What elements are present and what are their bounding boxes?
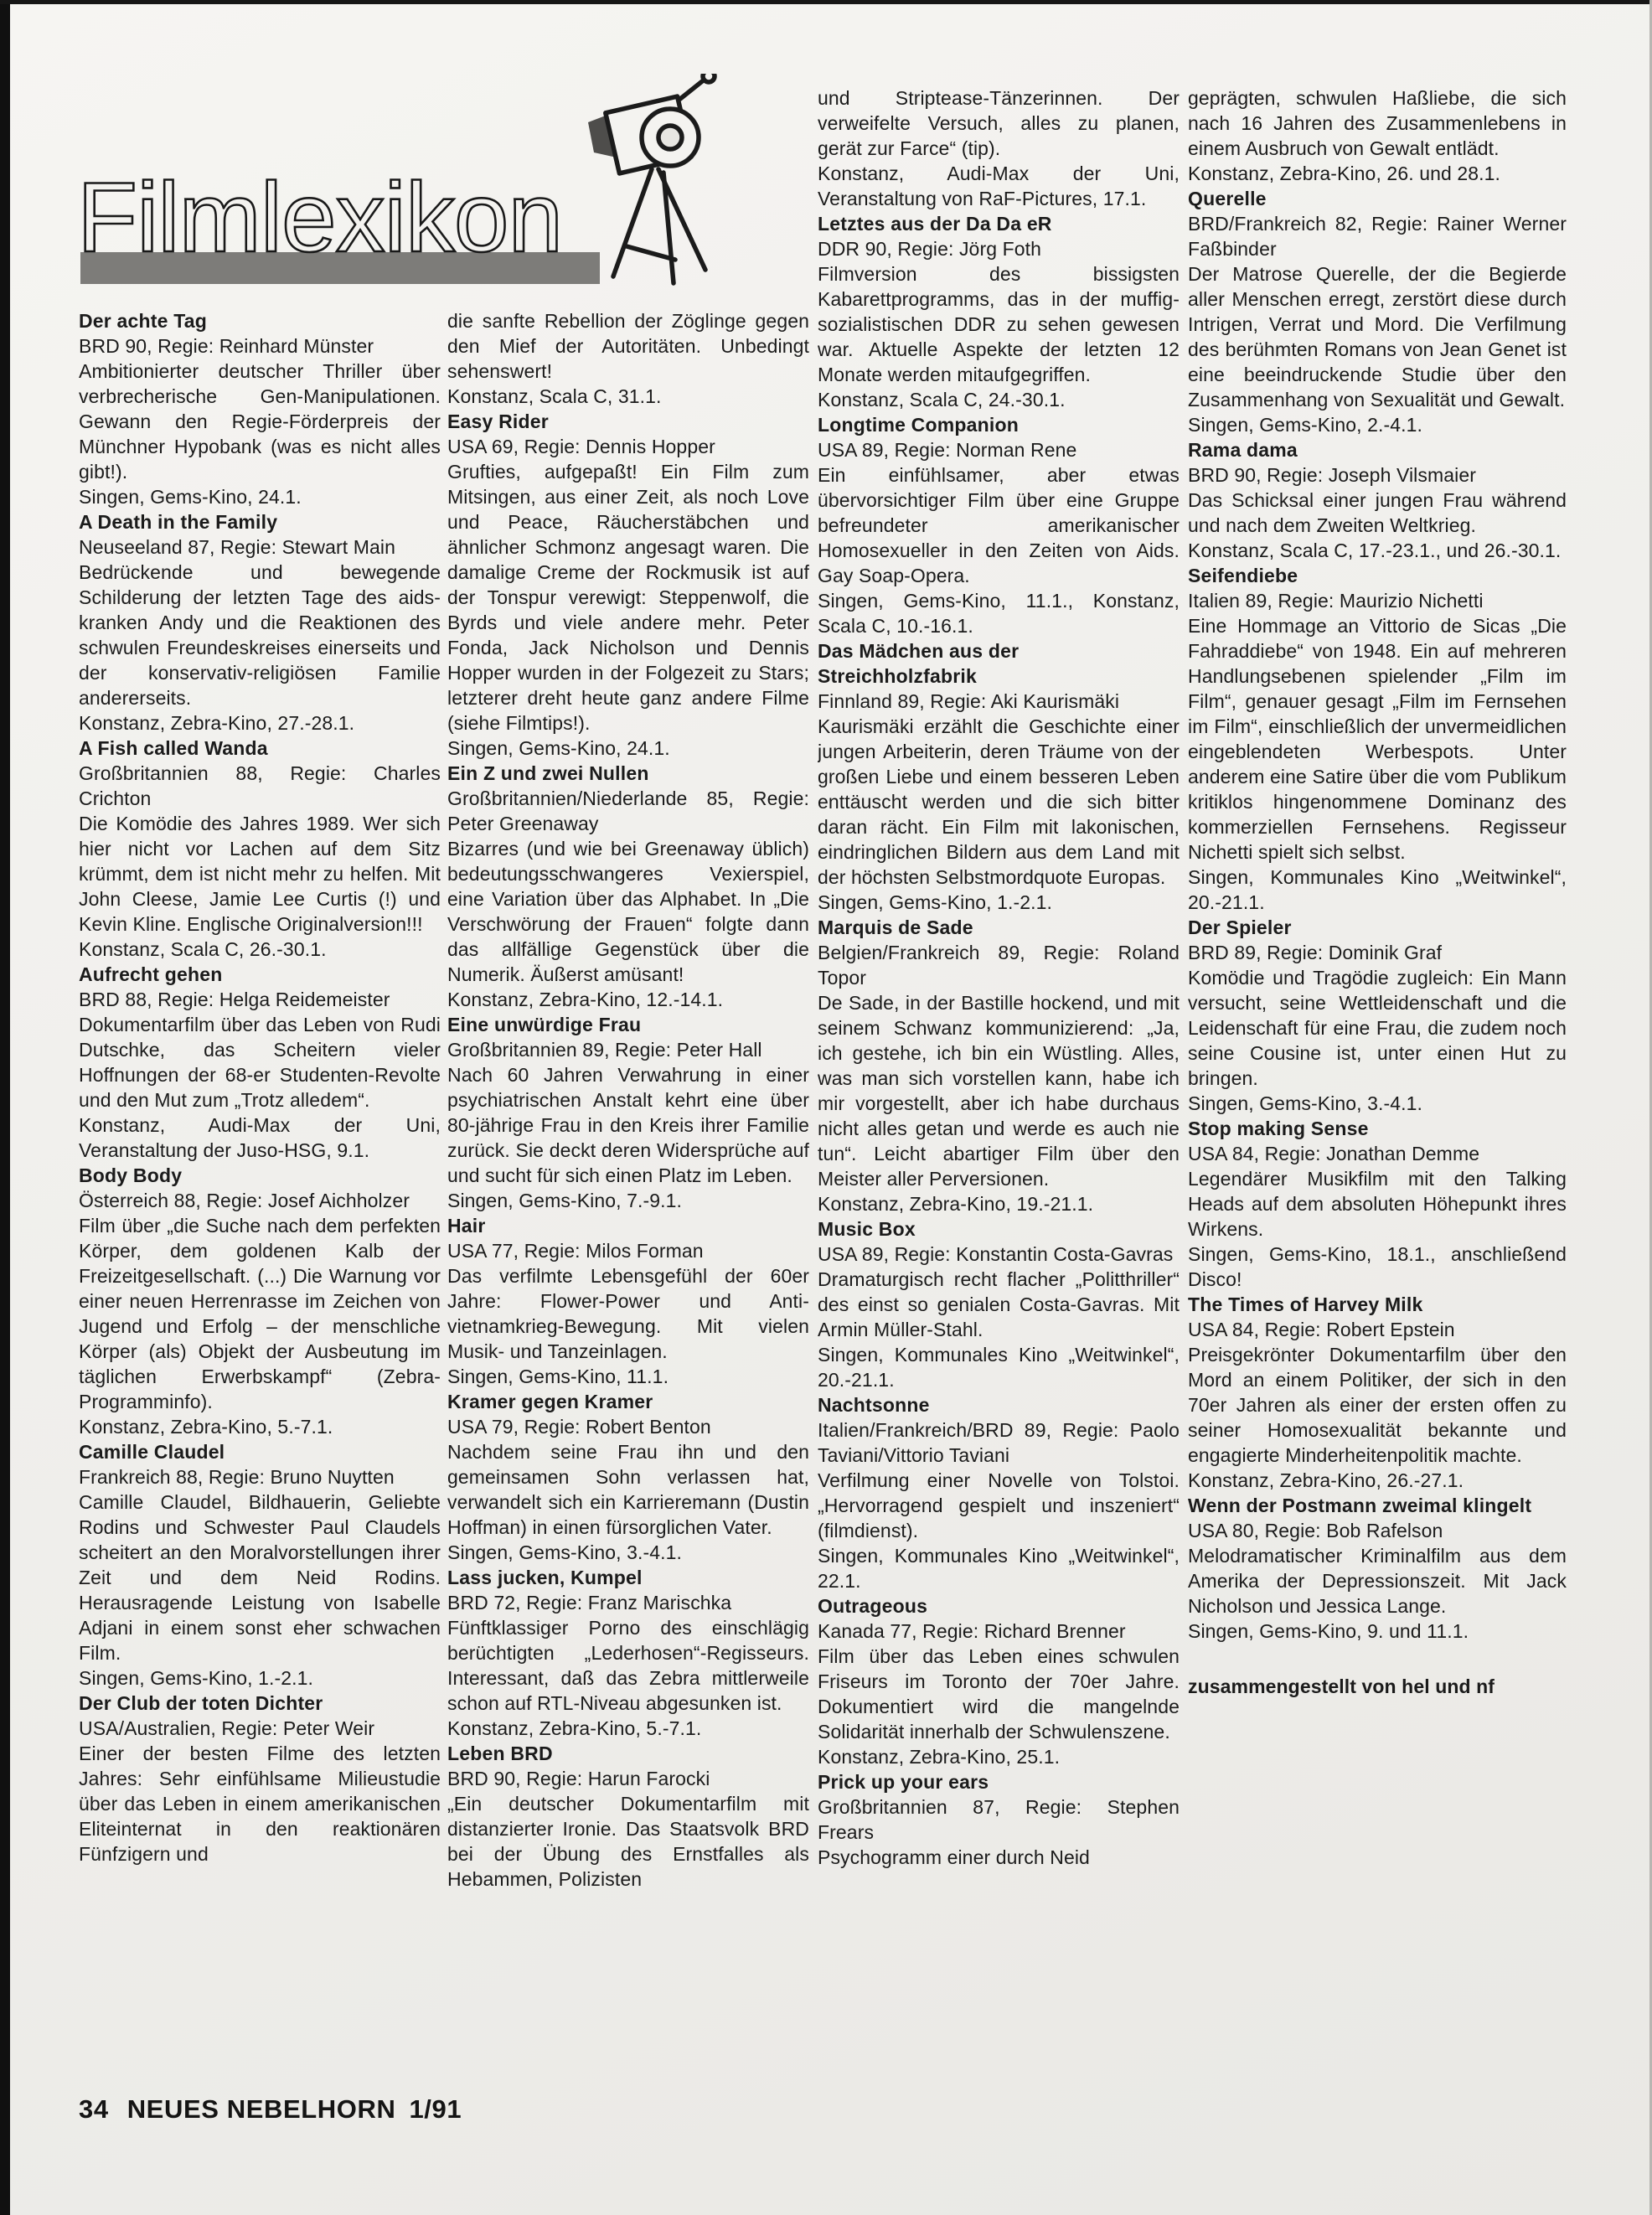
film-entry [1188, 1292, 1567, 1493]
film-entry [1188, 1116, 1567, 1292]
film-entry [818, 211, 1180, 412]
entry-text: Konstanz, Scala C, 24.-30.1. [818, 389, 1066, 410]
film-entry [79, 962, 441, 1163]
filmlexikon-logo [70, 74, 732, 308]
entry-text: Konstanz, Zebra-Kino, 25.1. [818, 1746, 1061, 1768]
entry-text: Komödie und Tragödie zugleich: Ein Mann versucht, seine Wettleidenschaft und die Leidenschaft für eine Frau, die zudem noch seine Cousine ist, unter einen Hut zu bringen. [1188, 967, 1567, 1089]
entry-text: Dokumentarfilm über das Leben von Rudi Dutschke, das Scheitern vieler Hoffnungen der 68-er Studenten-Revolte und den Mut zum „Trotz alledem“. [79, 1014, 441, 1111]
film-title: Easy Rider [447, 410, 549, 432]
film-title: Seifendiebe [1188, 565, 1298, 586]
entry-text: Singen, Gems-Kino, 11.1., Konstanz, Scala C, 10.-16.1. [818, 590, 1180, 637]
film-title: Kramer gegen Kramer [447, 1391, 653, 1412]
entry-text: BRD 90, Regie: Harun Farocki [447, 1768, 710, 1789]
film-entry [818, 1593, 1180, 1769]
entry-text: Singen, Kommunales Kino „Weitwinkel“, 22.1. [818, 1545, 1180, 1592]
film-entry-continuation [1188, 1674, 1567, 1699]
entry-text: und Striptease-Tänzerinnen. Der verweifelte Versuch, alles zu planen, gerät zur Farce“ (tip). [818, 87, 1180, 159]
film-entry [1188, 915, 1567, 1116]
entry-text: Der Matrose Querelle, der die Begierde aller Menschen erregt, zerstört diese durch Intrigen, Verrat und Mord. Die Verfilmung des berühmten Romans von Jean Genet ist eine beeindruckende Studie über den Zusammenhang von Sexualität und Gewalt. [1188, 263, 1567, 410]
entry-text: Konstanz, Zebra-Kino, 27.-28.1. [79, 712, 355, 734]
film-entry [447, 761, 809, 1012]
entry-text: Singen, Gems-Kino, 18.1., anschließend Disco! [1188, 1243, 1567, 1290]
entry-text: BRD/Frankreich 82, Regie: Rainer Werner Faßbinder [1188, 213, 1567, 260]
entry-text: USA 84, Regie: Robert Epstein [1188, 1319, 1455, 1340]
entry-text: Finnland 89, Regie: Aki Kaurismäki [818, 690, 1120, 712]
logo-text: Filmlexikon [77, 163, 563, 273]
film-entry [79, 1439, 441, 1691]
film-title: Eine unwürdige Frau [447, 1014, 642, 1035]
column-2 [447, 308, 809, 2068]
entry-text: Ein einfühlsamer, aber etwas übervorsichtiger Film über eine Gruppe befreundeter amerikanischer Homosexueller in den Zeiten von Aids. Gay Soap-Opera. [818, 464, 1180, 586]
film-title: A Fish called Wanda [79, 737, 268, 759]
entry-text: BRD 72, Regie: Franz Marischka [447, 1592, 732, 1613]
film-entry [447, 1741, 809, 1892]
entry-text: Verfilmung einer Novelle von Tolstoi. „Hervorragend gespielt und inszeniert“ (filmdienst). [818, 1469, 1180, 1541]
entry-text: Einer der besten Filme des letzten Jahres: Sehr einfühlsame Milieustudie über das Leben in einem amerikanischen Eliteinternat in den reaktionären Fünfzigern und [79, 1743, 441, 1865]
film-title: Aufrecht gehen [79, 963, 223, 985]
film-title: Ein Z und zwei Nullen [447, 762, 649, 784]
entry-text: BRD 88, Regie: Helga Reidemeister [79, 989, 390, 1010]
entry-text: Singen, Kommunales Kino „Weitwinkel“, 20.-21.1. [1188, 866, 1567, 913]
film-entry [447, 1565, 809, 1741]
entry-text: Ambitionierter deutscher Thriller über verbrecherische Gen-Manipulationen. Gewann den Regie-Förderpreis der Münchner Hypobank (was es nicht alles gibt!). [79, 360, 441, 483]
film-entry [1188, 1493, 1567, 1644]
film-title: Leben BRD [447, 1743, 553, 1764]
entry-text: Grufties, aufgepaßt! Ein Film zum Mitsingen, aus einer Zeit, als noch Love und Peace, Räucherstäbchen und ähnlicher Schmonz angesagt waren. Die damalige Creme der Rockmusik ist auf der Tonspur verewigt: Steppenwolf, die Byrds und viele andere mehr. Peter Fonda, Jack Nicholson und Dennis Hopper wurden in der Folgezeit zu Stars; letzterer dreht heute ganz andere Filme (siehe Filmtips!). [447, 461, 809, 734]
film-title: Outrageous [818, 1595, 928, 1617]
entry-text: Konstanz, Zebra-Kino, 5.-7.1. [447, 1717, 702, 1739]
entry-text: zusammengestellt von hel und nf [1188, 1675, 1495, 1697]
column-1 [79, 308, 441, 2068]
film-entry [818, 1769, 1180, 1870]
entry-text: Dramaturgisch recht flacher „Politthriller“ des einst so genialen Costa-Gavras. Mit Armin Müller-Stahl. [818, 1268, 1180, 1340]
entry-text: Italien 89, Regie: Maurizio Nichetti [1188, 590, 1484, 612]
entry-text: Großbritannien/Niederlande 85, Regie: Peter Greenaway [447, 787, 809, 834]
film-entry [818, 638, 1180, 915]
entry-text: USA/Australien, Regie: Peter Weir [79, 1717, 375, 1739]
film-entry [447, 1213, 809, 1389]
entry-text: Melodramatischer Kriminalfilm aus dem Amerika der Depressionszeit. Mit Jack Nicholson und Jessica Lange. [1188, 1545, 1567, 1617]
entry-text: BRD 89, Regie: Dominik Graf [1188, 942, 1443, 963]
entry-text: Großbritannien 87, Regie: Stephen Frears [818, 1796, 1180, 1843]
entry-text: Camille Claudel, Bildhauerin, Geliebte Rodins und Schwester Paul Claudels scheitert an den Moralvorstellungen ihrer Zeit und dem Neid Rodins. Herausragende Leistung von Isabelle Adjani in einem sonst eher schwachen Film. [79, 1491, 441, 1664]
entry-text: Film über „die Suche nach dem perfekten Körper, dem goldenen Kalb der Freizeitgesellschaft. (...) Die Warnung vor einer neuen Herrenrasse im Zeichen von Jugend und Erfolg – der menschliche Körper (als) Objekt der Ausbeutung im täglichen Erwerbskampf“ (Zebra-Programminfo). [79, 1215, 441, 1412]
film-entry [818, 1216, 1180, 1392]
film-entry [818, 412, 1180, 638]
entry-text: USA 89, Regie: Norman Rene [818, 439, 1077, 461]
film-entry [818, 915, 1180, 1216]
entry-text: Singen, Gems-Kino, 9. und 11.1. [1188, 1620, 1469, 1642]
entry-text: Konstanz, Zebra-Kino, 12.-14.1. [447, 989, 724, 1010]
film-entry [1188, 563, 1567, 915]
entry-text: Konstanz, Audi-Max der Uni, Veranstaltung der Juso-HSG, 9.1. [79, 1114, 441, 1161]
film-title: Der achte Tag [79, 310, 207, 332]
entry-text: Film über das Leben eines schwulen Friseurs im Toronto der 70er Jahre. Dokumentiert wird die mangelnde Solidarität innerhalb der Schwulenszene. [818, 1645, 1180, 1743]
entry-text: Nach 60 Jahren Verwahrung in einer psychiatrischen Anstalt kehrt eine über 80-jährige Frau in den Kreis ihrer Familie zurück. Sie deckt deren Widersprüche auf und sucht für sich einen Platz im Leben. [447, 1064, 809, 1186]
film-title: A Death in the Family [79, 511, 278, 533]
film-title: Longtime Companion [818, 414, 1019, 436]
entry-text: Bizarres (und wie bei Greenaway üblich) bedeutungsschwangeres Vexierspiel, eine Variation über das Alphabet. In „Die Verschwörung der Frauen“ folgte dann das allfällige Gegenstück über die Numerik. Äußerst amüsant! [447, 838, 809, 985]
entry-text: Singen, Gems-Kino, 3.-4.1. [447, 1541, 683, 1563]
film-entry [79, 1163, 441, 1439]
entry-text: Fünftklassiger Porno des einschlägig berüchtigten „Lederhosen“-Regisseurs. Interessant, daß das Zebra mittlerweile schon auf RTL-Niveau abgesunken ist. [447, 1617, 809, 1714]
entry-text: Neuseeland 87, Regie: Stewart Main [79, 536, 396, 558]
film-entry [447, 1012, 809, 1213]
entry-text: Preisgekrönter Dokumentarfilm über den Mord an einem Politiker, der sich in den 70er Jahren als einer der ersten offen zu seiner Homosexualität bekannte und engagierte Minderheitenpolitik machte. [1188, 1344, 1567, 1466]
entry-text: Singen, Gems-Kino, 1.-2.1. [818, 891, 1053, 913]
entry-text: Großbritannien 88, Regie: Charles Crichton [79, 762, 441, 809]
film-title: Rama dama [1188, 439, 1298, 461]
film-entry [79, 308, 441, 509]
entry-text: Konstanz, Scala C, 31.1. [447, 385, 662, 407]
entry-text: Konstanz, Zebra-Kino, 19.-21.1. [818, 1193, 1094, 1215]
film-title: Prick up your ears [818, 1771, 989, 1793]
page-footer [79, 2094, 462, 2125]
film-entry [1188, 186, 1567, 437]
film-title: Der Club der toten Dichter [79, 1692, 323, 1714]
film-entry [1188, 437, 1567, 563]
entry-text: Bedrückende und bewegende Schilderung der letzten Tage des aids-kranken Andy und die Reaktionen des schwulen Freundeskreises einerseits und der konservativ-religiösen Familie andererseits. [79, 561, 441, 709]
film-entry-continuation [447, 308, 809, 409]
entry-text: Konstanz, Audi-Max der Uni, Veranstaltung von RaF-Pictures, 17.1. [818, 163, 1180, 209]
entry-text: Großbritannien 89, Regie: Peter Hall [447, 1039, 762, 1061]
film-title: Hair [447, 1215, 486, 1237]
entry-text: BRD 90, Regie: Joseph Vilsmaier [1188, 464, 1477, 486]
entry-text: Die Komödie des Jahres 1989. Wer sich hier nicht vor Lachen auf dem Sitz krümmt, dem ist nicht mehr zu helfen. Mit John Cleese, Jamie Lee Curtis (!) und Kevin Kline. Englische Originalversion!!! [79, 813, 441, 935]
film-title: Camille Claudel [79, 1441, 225, 1463]
film-title: The Times of Harvey Milk [1188, 1293, 1423, 1315]
film-title: Body Body [79, 1164, 183, 1186]
entry-text: Singen, Gems-Kino, 7.-9.1. [447, 1190, 683, 1211]
film-entry [79, 1691, 441, 1866]
entry-text: Nachdem seine Frau ihn und den gemeinsamen Sohn verlassen hat, verwandelt sich ein Karrieremann (Dustin Hoffman) in einen fürsorglichen Vater. [447, 1441, 809, 1538]
page-number: 34 [79, 2094, 109, 2124]
film-title: Stop making Sense [1188, 1118, 1369, 1139]
entry-text: Konstanz, Scala C, 26.-30.1. [79, 938, 327, 960]
entry-text: Eine Hommage an Vittorio de Sicas „Die Fahraddiebe“ von 1948. Ein auf mehreren Handlungsebenen spielender „Film im Film“, genauer gesagt „Film im Fernsehen im Film“, einschließlich der unvermeidlichen eingeblendeten Werbespots. Unter anderem eine Satire über die vom Publikum kritiklos hingenommene Dominanz des kommerziellen Fernsehens. Regisseur Nichetti spielt sich selbst. [1188, 615, 1567, 863]
issue-number: 1/91 [409, 2094, 462, 2124]
entry-text: Singen, Gems-Kino, 1.-2.1. [79, 1667, 314, 1689]
scan-edge-top [0, 0, 1652, 4]
entry-text: USA 89, Regie: Konstantin Costa-Gavras [818, 1243, 1174, 1265]
entry-text: USA 80, Regie: Bob Rafelson [1188, 1520, 1443, 1541]
entry-text: Italien/Frankreich/BRD 89, Regie: Paolo Taviani/Vittorio Taviani [818, 1419, 1180, 1466]
entry-text: Das Schicksal einer jungen Frau während und nach dem Zweiten Weltkrieg. [1188, 489, 1567, 536]
entry-text: Kanada 77, Regie: Richard Brenner [818, 1620, 1126, 1642]
entry-text: Singen, Gems-Kino, 24.1. [79, 486, 302, 508]
entry-text: DDR 90, Regie: Jörg Foth [818, 238, 1042, 260]
film-title: Lass jucken, Kumpel [447, 1567, 643, 1588]
entry-text: Filmversion des bissigsten Kabarettprogramms, das in der muffig-sozialistischen DDR zu sehen gewesen war. Aktuelle Aspekte der letzten 12 Monate werden mitaufgegriffen. [818, 263, 1180, 385]
entry-text: Legendärer Musikfilm mit den Talking Heads auf dem absoluten Höhepunkt ihres Wirkens. [1188, 1168, 1567, 1240]
entry-text: Singen, Gems-Kino, 24.1. [447, 737, 670, 759]
entry-text: Konstanz, Scala C, 17.-23.1., und 26.-30.1. [1188, 540, 1562, 561]
entry-text: Österreich 88, Regie: Josef Aichholzer [79, 1190, 410, 1211]
film-entry [79, 736, 441, 962]
entry-text: De Sade, in der Bastille hockend, und mit seinem Schwanz kommunizierend: „Ja, ich gestehe, ich bin ein Wüstling. Alles, was man sich vorstellen kann, habe ich mir vorgestellt, aber ich habe durchaus nicht alles getan und werde es auch nie tun“. Leicht abartiger Film über den Meister aller Perversionen. [818, 992, 1180, 1190]
column-3 [818, 85, 1180, 2079]
entry-text: USA 77, Regie: Milos Forman [447, 1240, 704, 1262]
film-title: Letztes aus der Da Da eR [818, 213, 1052, 235]
entry-text: USA 69, Regie: Dennis Hopper [447, 436, 715, 457]
entry-text: Psychogramm einer durch Neid [818, 1846, 1090, 1868]
entry-text: BRD 90, Regie: Reinhard Münster [79, 335, 374, 357]
entry-text: die sanfte Rebellion der Zöglinge gegen den Mief der Autoritäten. Unbedingt sehenswert! [447, 310, 809, 382]
film-entry [447, 409, 809, 761]
film-title: Nachtsonne [818, 1394, 930, 1416]
entry-text: Singen, Gems-Kino, 11.1. [447, 1366, 669, 1387]
camera-icon [588, 74, 715, 283]
entry-text: Singen, Gems-Kino, 2.-4.1. [1188, 414, 1423, 436]
column-4 [1188, 85, 1567, 2096]
film-entry-continuation [818, 85, 1180, 211]
entry-text: Konstanz, Zebra-Kino, 26.-27.1. [1188, 1469, 1464, 1491]
film-title: Der Spieler [1188, 916, 1292, 938]
entry-text: USA 79, Regie: Robert Benton [447, 1416, 711, 1438]
film-title: Das Mädchen aus der Streichholzfabrik [818, 640, 1020, 687]
entry-text: Kaurismäki erzählt die Geschichte einer jungen Arbeiterin, deren Träume von der großen Liebe und einem besseren Leben enttäuscht werden und die sich bitter daran rächt. Ein Film mit lakonischen, eindringlichen Bildern aus dem Land mit der höchsten Selbstmordquote Europas. [818, 715, 1180, 888]
entry-text: Konstanz, Zebra-Kino, 26. und 28.1. [1188, 163, 1501, 184]
entry-text: Das verfilmte Lebensgefühl der 60er Jahre: Flower-Power und Anti-vietnamkrieg-Bewegung. Mit vielen Musik- und Tanzeinlagen. [447, 1265, 809, 1362]
film-entry [818, 1392, 1180, 1593]
film-title: Music Box [818, 1218, 916, 1240]
film-title: Wenn der Postmann zweimal klingelt [1188, 1495, 1532, 1516]
entry-text: „Ein deutscher Dokumentarfilm mit distanzierter Ironie. Das Staatsvolk BRD bei der Übung des Ernstfalles als Hebammen, Polizisten [447, 1793, 809, 1890]
entry-text: Singen, Gems-Kino, 3.-4.1. [1188, 1092, 1423, 1114]
film-title: Querelle [1188, 188, 1267, 209]
entry-text: Belgien/Frankreich 89, Regie: Roland Topor [818, 942, 1180, 989]
film-entry-continuation [1188, 85, 1567, 186]
film-entry [79, 509, 441, 736]
magazine-title: NEUES NEBELHORN [126, 2094, 396, 2124]
film-entry [447, 1389, 809, 1565]
entry-text: Frankreich 88, Regie: Bruno Nuytten [79, 1466, 395, 1488]
scan-edge-left [0, 0, 10, 2215]
entry-text: Konstanz, Zebra-Kino, 5.-7.1. [79, 1416, 333, 1438]
entry-text: USA 84, Regie: Jonathan Demme [1188, 1143, 1480, 1164]
entry-text: Singen, Kommunales Kino „Weitwinkel“, 20.-21.1. [818, 1344, 1180, 1391]
entry-text: geprägten, schwulen Haßliebe, die sich nach 16 Jahren des Zusammenlebens in einem Ausbruch von Gewalt entlädt. [1188, 87, 1567, 159]
film-title: Marquis de Sade [818, 916, 973, 938]
